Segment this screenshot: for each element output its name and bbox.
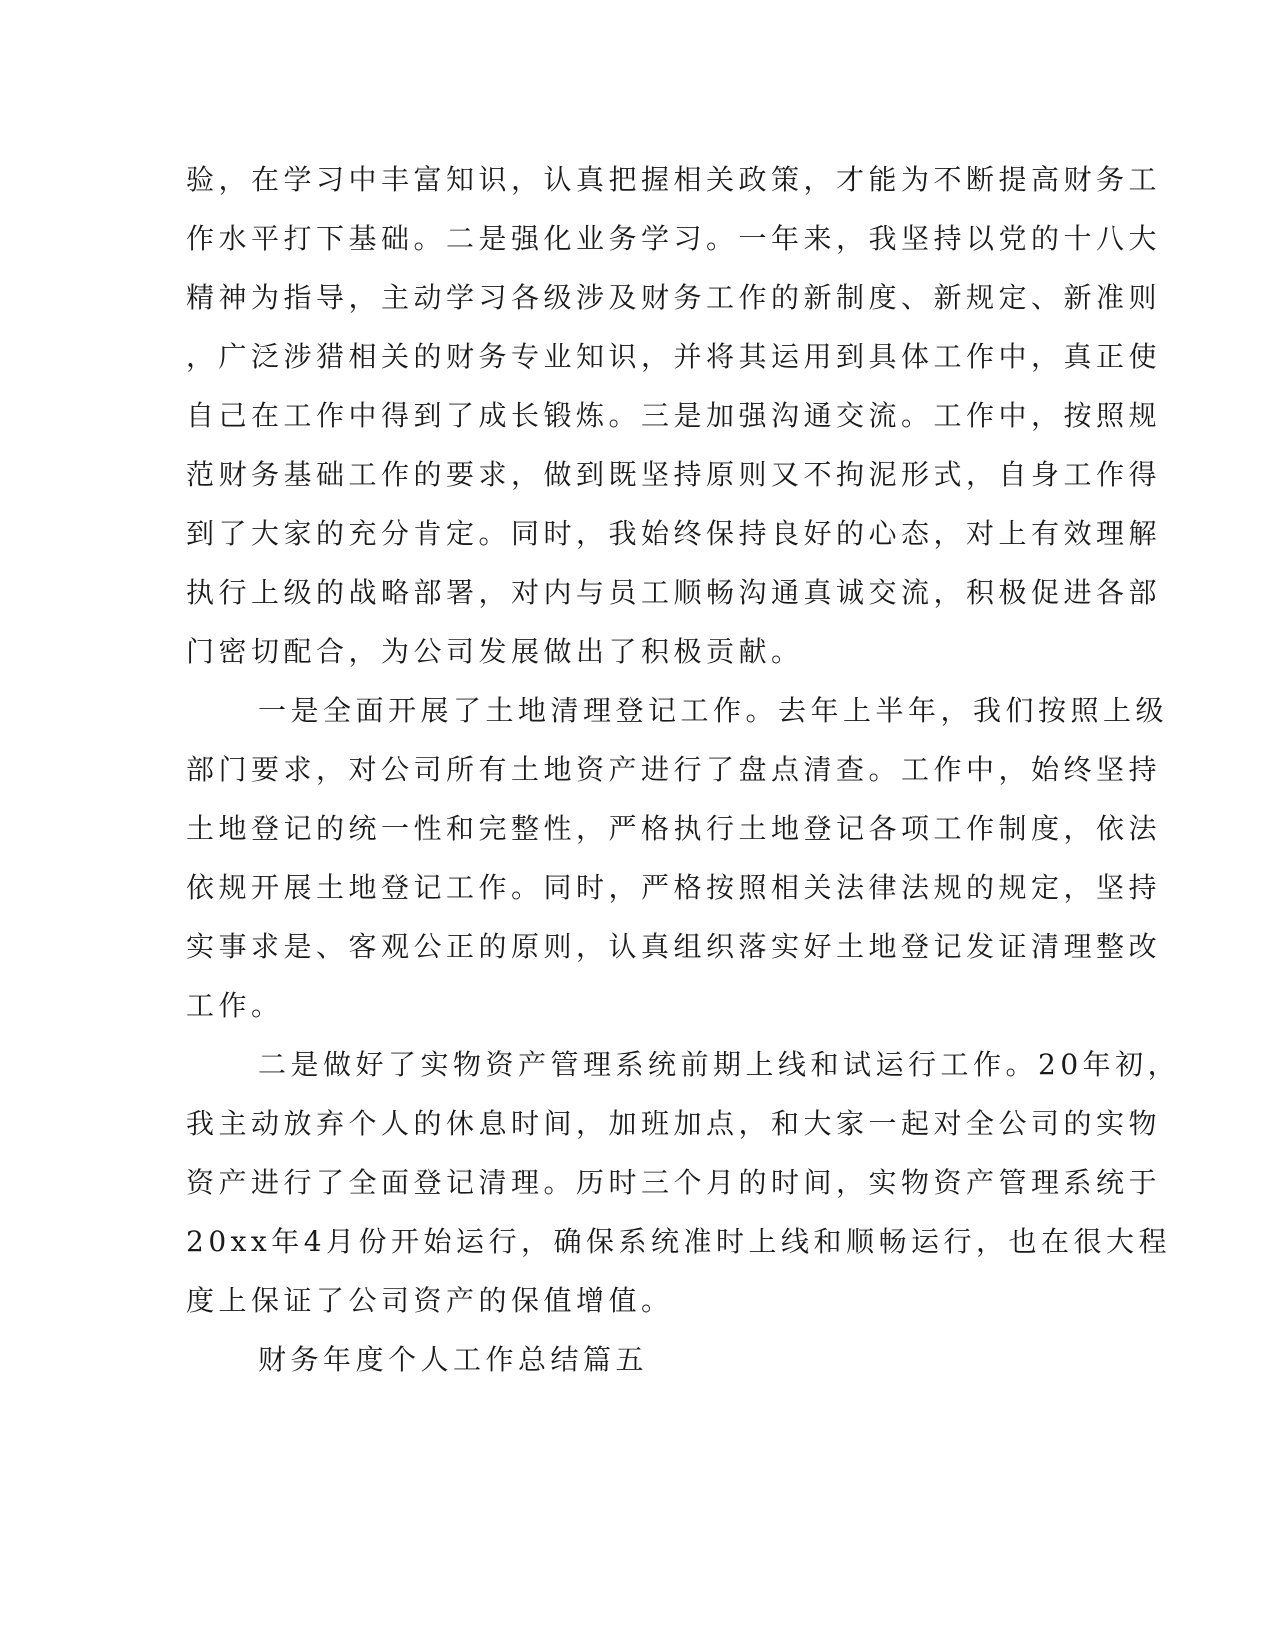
text-line: 作水平打下基础。二是强化业务学习。一年来，我坚持以党的十八大 — [186, 222, 1162, 255]
text-line: 工作。 — [186, 989, 284, 1022]
section-heading: 财务年度个人工作总结篇五 — [258, 1343, 649, 1376]
text-line: 自己在工作中得到了成长锻炼。三是加强沟通交流。工作中，按照规 — [186, 399, 1162, 432]
text-line: 门密切配合，为公司发展做出了积极贡献。 — [186, 635, 804, 668]
text-line: 执行上级的战略部署，对内与员工顺畅沟通真诚交流，积极促进各部 — [186, 576, 1162, 609]
text-line: 依规开展土地登记工作。同时，严格按照相关法律法规的规定，坚持 — [186, 871, 1162, 904]
text-line: 度上保证了公司资产的保值增值。 — [186, 1284, 674, 1317]
text-line: 实事求是、客观公正的原则，认真组织落实好土地登记发证清理整改 — [186, 930, 1162, 963]
text-line: 精神为指导，主动学习各级涉及财务工作的新制度、新规定、新准则 — [186, 281, 1162, 314]
text-line: 我主动放弃个人的休息时间，加班加点，和大家一起对全公司的实物 — [186, 1107, 1162, 1140]
text-line: 验，在学习中丰富知识，认真把握相关政策，才能为不断提高财务工 — [186, 163, 1162, 196]
text-line: 资产进行了全面登记清理。历时三个月的时间，实物资产管理系统于 — [186, 1166, 1162, 1199]
text-line: 到了大家的充分肯定。同时，我始终保持良好的心态，对上有效理解 — [186, 517, 1162, 550]
paragraph-first-line: 一是全面开展了土地清理登记工作。去年上半年，我们按照上级 — [258, 694, 1169, 727]
text-line: 部门要求，对公司所有土地资产进行了盘点清查。工作中，始终坚持 — [186, 753, 1162, 786]
text-line: 范财务基础工作的要求，做到既坚持原则又不拘泥形式，自身工作得 — [186, 458, 1162, 491]
text-line: ，广泛涉猎相关的财务专业知识，并将其运用到具体工作中，真正使 — [186, 340, 1162, 373]
text-line: 土地登记的统一性和完整性，严格执行土地登记各项工作制度，依法 — [186, 812, 1162, 845]
text-line: 20xx年4月份开始运行，确保系统准时上线和顺畅运行，也在很大程 — [186, 1225, 1172, 1258]
paragraph-first-line: 二是做好了实物资产管理系统前期上线和试运行工作。20年初， — [258, 1048, 1181, 1081]
